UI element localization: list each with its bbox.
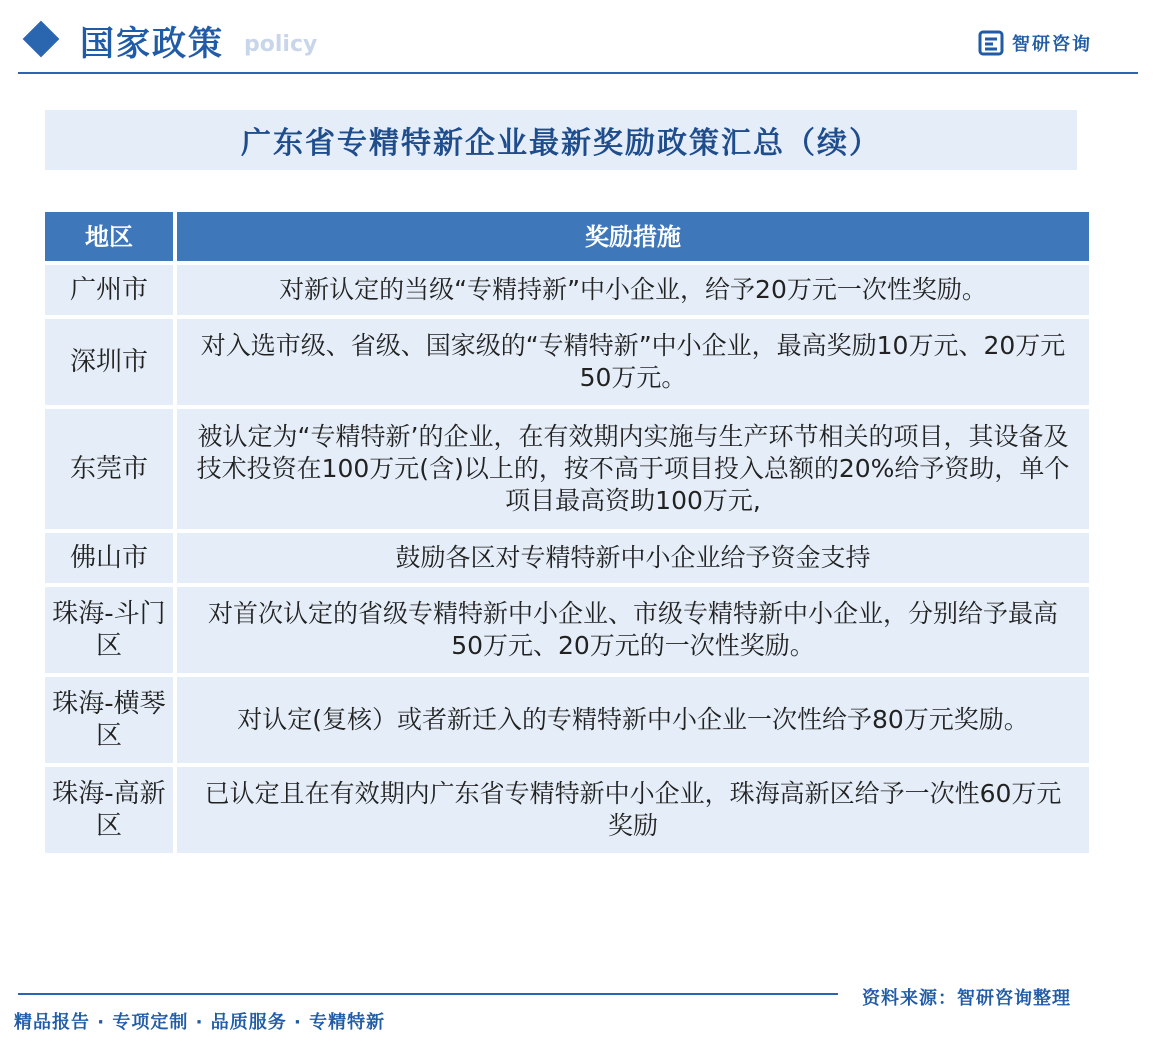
measure-cell: 对入选市级、省级、国家级的“专精特新”中小企业，最高奖励10万元、20万元50万元。 bbox=[177, 319, 1089, 405]
table-row bbox=[45, 587, 1089, 673]
measure-cell: 对首次认定的省级专精特新中小企业、市级专精特新中小企业，分别给予最高50万元、20万元的一次性奖励。 bbox=[177, 587, 1089, 673]
table-row bbox=[45, 533, 1089, 583]
section-subtitle: policy bbox=[244, 32, 318, 57]
region-cell: 佛山市 bbox=[45, 533, 173, 583]
region-cell: 珠海-横琴区 bbox=[45, 677, 173, 763]
footer-divider bbox=[18, 993, 838, 995]
table-row bbox=[45, 767, 1089, 853]
table-row bbox=[45, 409, 1089, 529]
region-cell: 珠海-高新区 bbox=[45, 767, 173, 853]
table-header-row bbox=[45, 212, 1089, 261]
table-row bbox=[45, 265, 1089, 315]
region-cell: 珠海-斗门区 bbox=[45, 587, 173, 673]
document-title-box bbox=[45, 110, 1077, 170]
region-cell: 东莞市 bbox=[45, 409, 173, 529]
brand bbox=[978, 30, 1092, 56]
section-title: 国家政策 bbox=[80, 24, 224, 64]
column-header-region: 地区 bbox=[45, 212, 173, 261]
measure-cell: 鼓励各区对专精特新中小企业给予资金支持 bbox=[177, 533, 1089, 583]
header-divider bbox=[18, 72, 1138, 74]
table-row bbox=[45, 319, 1089, 405]
policy-table bbox=[45, 212, 1089, 857]
diamond-icon bbox=[23, 21, 60, 58]
table-row bbox=[45, 677, 1089, 763]
measure-cell: 对认定(复核）或者新迁入的专精特新中小企业一次性给予80万元奖励。 bbox=[177, 677, 1089, 763]
brand-name: 智研咨询 bbox=[1012, 34, 1092, 55]
zhiyan-logo-icon bbox=[978, 30, 1004, 56]
region-cell: 广州市 bbox=[45, 265, 173, 315]
document-title: 广东省专精特新企业最新奖励政策汇总（续） bbox=[241, 126, 881, 161]
measure-cell: 已认定且在有效期内广东省专精特新中小企业，珠海高新区给予一次性60万元奖励 bbox=[177, 767, 1089, 853]
footer-tagline: 精品报告 · 专项定制 · 品质服务 · 专精特新 bbox=[14, 1012, 386, 1033]
measure-cell: 对新认定的当级“专精持新”中小企业，给予20万元一次性奖励。 bbox=[177, 265, 1089, 315]
source-note: 资料来源：智研咨询整理 bbox=[862, 988, 1071, 1009]
page-header bbox=[0, 0, 1156, 80]
region-cell: 深圳市 bbox=[45, 319, 173, 405]
measure-cell: 被认定为“专精特新’的企业，在有效期内实施与生产环节相关的项目，其设备及技术投资在100万元(含)以上的，按不高于项目投入总额的20%给予资助，单个项目最高资助100万元, bbox=[177, 409, 1089, 529]
column-header-measure: 奖励措施 bbox=[177, 212, 1089, 261]
